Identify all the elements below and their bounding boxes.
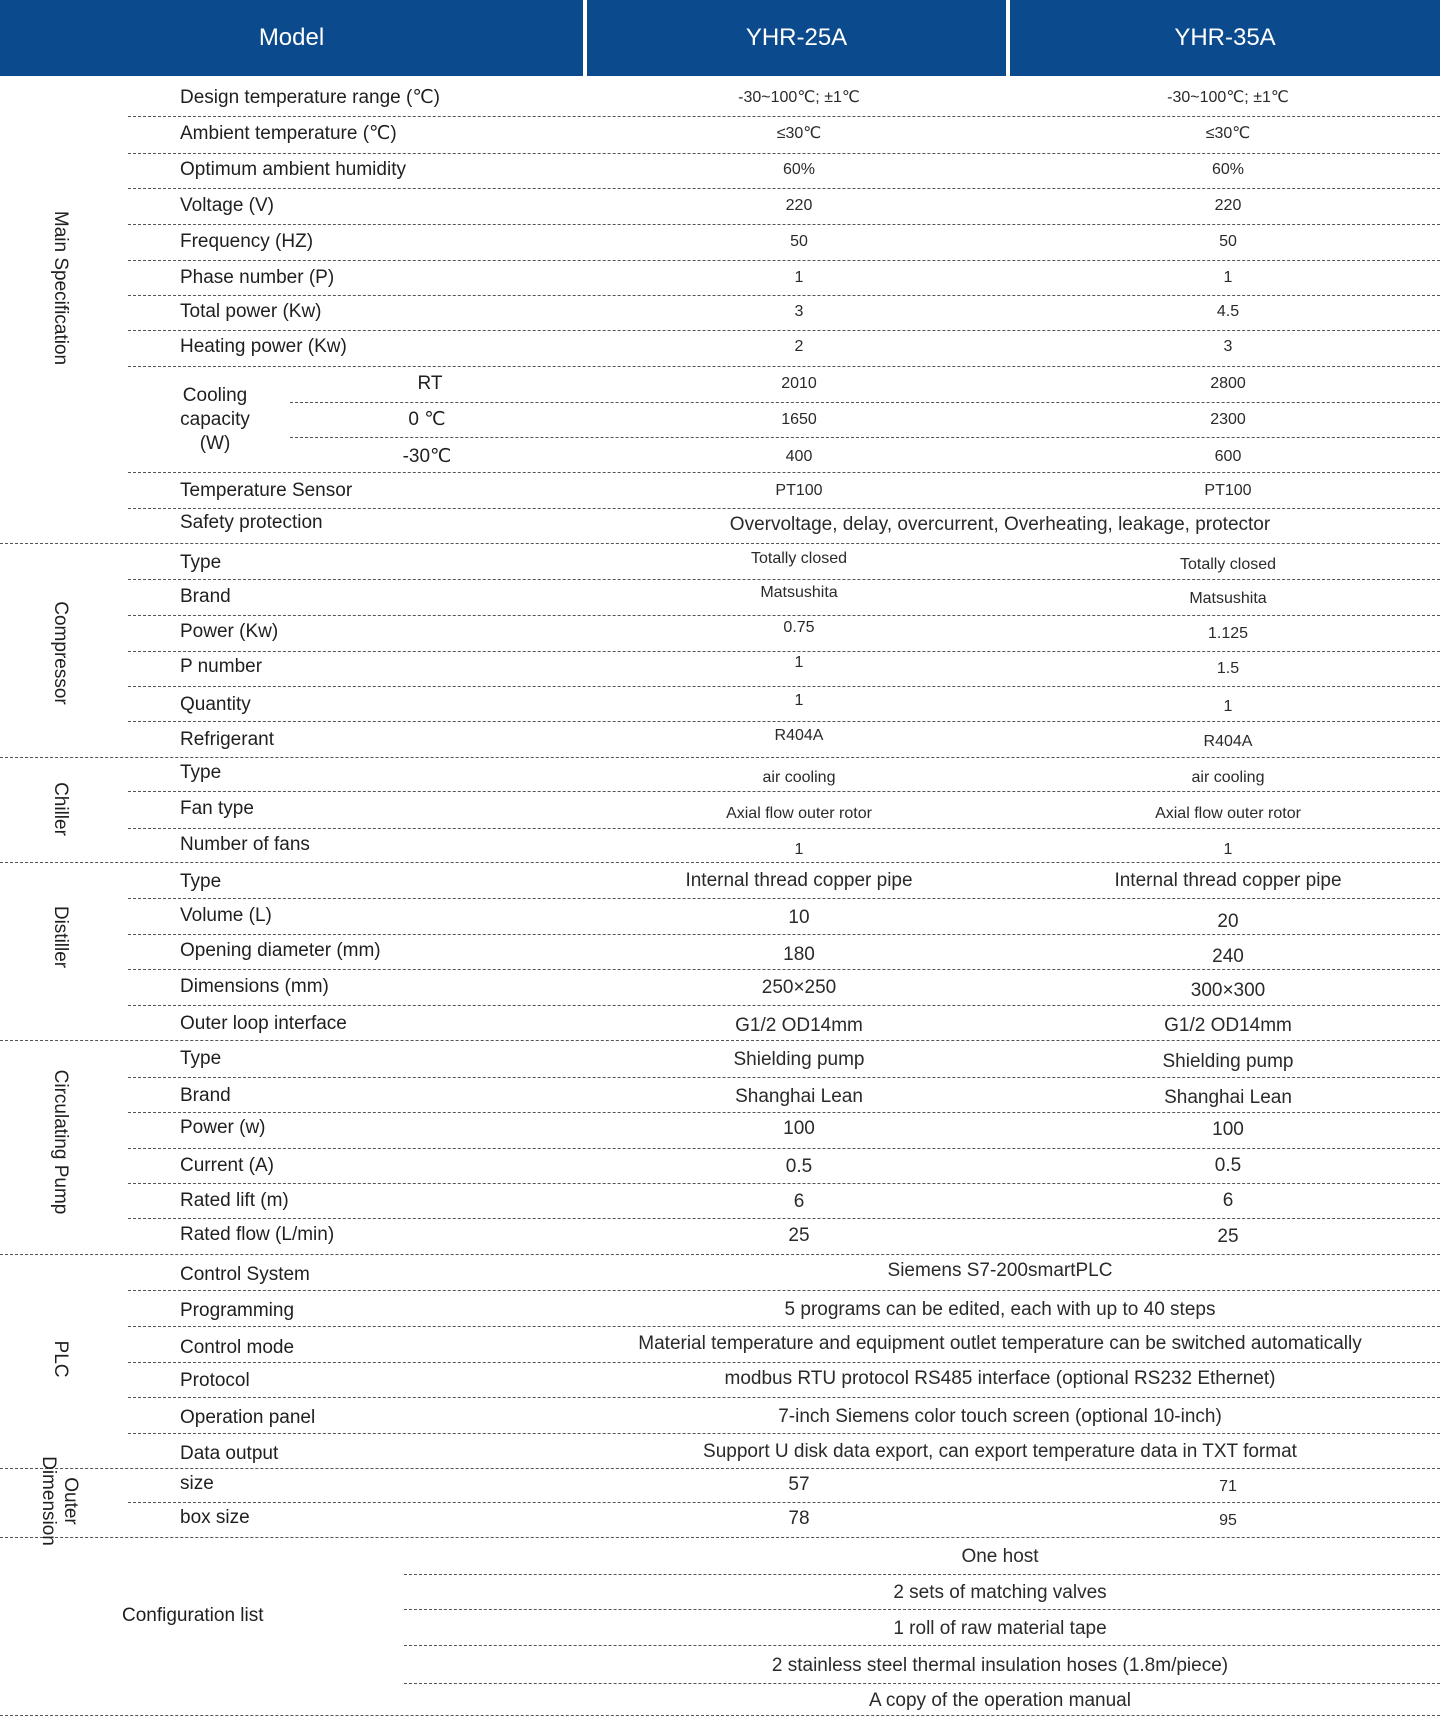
cooling-label-line: capacity [180, 409, 250, 430]
section-outer-dimension-line2: Dimension [38, 1456, 59, 1546]
row-divider [404, 1683, 1440, 1684]
value-yhr-25a: ≤30℃ [776, 125, 822, 142]
value-yhr-25a: 60% [782, 161, 816, 178]
spec-label: Total power (Kw) [180, 301, 322, 322]
spec-label: Type [180, 552, 222, 573]
value-yhr-25a: air cooling [762, 769, 836, 786]
value-yhr-25a: 1 [794, 692, 804, 709]
spec-label: Outer loop interface [180, 1013, 347, 1034]
row-divider [128, 686, 1440, 687]
spec-label: Programming [180, 1300, 295, 1321]
value-yhr-35a: 95 [1219, 1512, 1237, 1529]
value-yhr-35a: 100 [1212, 1119, 1244, 1140]
spec-label: Voltage (V) [180, 195, 274, 216]
row-divider [128, 1362, 1440, 1363]
value-yhr-25a: 1 [794, 269, 804, 286]
value-yhr-35a: Shanghai Lean [1164, 1087, 1292, 1108]
value-yhr-35a: Totally closed [1179, 556, 1277, 573]
value-yhr-25a: 180 [783, 944, 815, 965]
value-yhr-25a: 1 [794, 654, 804, 671]
row-divider [404, 1574, 1440, 1575]
row-divider [128, 295, 1440, 296]
plc-value: Material temperature and equipment outlet temperature can be switched automatically [638, 1333, 1362, 1354]
cooling-label-line: Cooling [182, 385, 248, 406]
value-yhr-35a: 20 [1217, 911, 1239, 932]
row-divider [128, 791, 1440, 792]
value-yhr-35a: 60% [1211, 161, 1245, 178]
config-item: One host [961, 1546, 1039, 1567]
row-divider [128, 366, 1440, 367]
value-yhr-35a: 220 [1214, 197, 1242, 214]
row-divider [404, 1645, 1440, 1646]
value-yhr-35a: 71 [1219, 1478, 1237, 1495]
spec-label: Data output [180, 1443, 279, 1464]
row-divider [128, 1112, 1440, 1113]
plc-value: Siemens S7-200smartPLC [887, 1260, 1113, 1281]
value-yhr-35a: Axial flow outer rotor [1155, 805, 1301, 822]
value-yhr-25a: 2 [794, 338, 804, 355]
spec-label: Current (A) [180, 1155, 274, 1176]
value-yhr-35a: 0.5 [1214, 1155, 1242, 1176]
row-divider [0, 757, 1440, 758]
row-divider [0, 1537, 1440, 1538]
row-divider [128, 1326, 1440, 1327]
spec-label: Brand [180, 1085, 231, 1106]
plc-value: modbus RTU protocol RS485 interface (optional RS232 Ethernet) [724, 1368, 1276, 1389]
value-yhr-25a: Totally closed [750, 550, 848, 567]
spec-label: Ambient temperature (℃) [180, 123, 397, 144]
spec-label: Rated flow (L/min) [180, 1224, 335, 1245]
value-yhr-25a: 2010 [781, 375, 817, 392]
row-divider [128, 1148, 1440, 1149]
row-divider [128, 508, 1440, 509]
value-yhr-25a: PT100 [775, 482, 823, 499]
spec-label: Fan type [180, 798, 254, 819]
value-yhr-25a: G1/2 OD14mm [735, 1015, 863, 1036]
row-divider [128, 330, 1440, 331]
value-yhr-35a: 2300 [1210, 411, 1246, 428]
value-yhr-25a: 220 [785, 197, 813, 214]
spec-label: size [180, 1473, 214, 1494]
section-plc: PLC [50, 1340, 71, 1378]
row-divider [290, 402, 1440, 403]
row-divider [128, 615, 1440, 616]
config-item: 1 roll of raw material tape [893, 1618, 1107, 1639]
row-divider [128, 721, 1440, 722]
row-divider [0, 1715, 1440, 1716]
section-main-specification: Main Specification [50, 210, 71, 366]
spec-label: Frequency (HZ) [180, 231, 314, 252]
value-yhr-35a: R404A [1203, 733, 1253, 750]
section-compressor: Compressor [50, 601, 71, 705]
row-divider [290, 437, 1440, 438]
row-divider [128, 188, 1440, 189]
spec-label: Brand [180, 586, 231, 607]
value-yhr-35a: air cooling [1191, 769, 1265, 786]
spec-label: Control mode [180, 1337, 295, 1358]
row-divider [128, 828, 1440, 829]
value-yhr-35a: 1 [1223, 269, 1233, 286]
value-yhr-35a: 4.5 [1216, 303, 1240, 320]
value-yhr-35a: Matsushita [1189, 590, 1267, 607]
config-item: 2 sets of matching valves [893, 1582, 1107, 1603]
value-yhr-25a: 78 [788, 1508, 810, 1529]
row-divider [128, 579, 1440, 580]
spec-label: Safety protection [180, 512, 323, 533]
row-divider [128, 651, 1440, 652]
row-divider [0, 1254, 1440, 1255]
row-divider [128, 898, 1440, 899]
spec-label: Phase number (P) [180, 267, 335, 288]
spec-label: Refrigerant [180, 729, 274, 750]
spec-label: Optimum ambient humidity [180, 159, 406, 180]
section-configuration-list: Configuration list [122, 1605, 264, 1626]
row-divider [404, 1609, 1440, 1610]
spec-label: Control System [180, 1264, 310, 1285]
value-yhr-35a: Internal thread copper pipe [1114, 870, 1342, 891]
spec-label: Design temperature range (℃) [180, 87, 441, 108]
row-divider [0, 1040, 1440, 1041]
cooling-capacity-label [150, 384, 280, 456]
config-item: A copy of the operation manual [869, 1690, 1131, 1711]
value-yhr-35a: Shielding pump [1162, 1051, 1294, 1072]
cooling-condition-label: RT [417, 373, 443, 394]
value-yhr-25a: Matsushita [760, 584, 838, 601]
value-yhr-35a: 600 [1214, 448, 1242, 465]
row-divider [128, 1502, 1440, 1503]
header-yhr-35a: YHR-35A [1010, 0, 1440, 76]
value-yhr-25a: 50 [790, 233, 808, 250]
safety-protection-value: Overvoltage, delay, overcurrent, Overheating, leakage, protector [729, 514, 1271, 535]
value-yhr-25a: 10 [788, 907, 810, 928]
spec-label: Temperature Sensor [180, 480, 353, 501]
row-divider [0, 543, 1440, 544]
row-divider [128, 116, 1440, 117]
section-circulating-pump: Circulating Pump [50, 1069, 71, 1215]
value-yhr-25a: 3 [794, 303, 804, 320]
value-yhr-25a: 0.5 [785, 1156, 813, 1177]
cooling-label-line: (W) [199, 433, 231, 454]
value-yhr-35a: ≤30℃ [1205, 125, 1251, 142]
row-divider [128, 153, 1440, 154]
spec-label: Quantity [180, 694, 251, 715]
value-yhr-35a: 1.125 [1207, 625, 1249, 642]
value-yhr-25a: 1 [794, 841, 804, 858]
spec-label: Type [180, 1048, 222, 1069]
value-yhr-25a: 400 [785, 448, 813, 465]
spec-label: Protocol [180, 1370, 250, 1391]
spec-label: Type [180, 871, 222, 892]
header-yhr-25a: YHR-25A [587, 0, 1006, 76]
row-divider [128, 934, 1440, 935]
value-yhr-35a: 240 [1212, 946, 1244, 967]
value-yhr-35a: 1 [1223, 698, 1233, 715]
spec-label: Volume (L) [180, 905, 272, 926]
plc-value: Support U disk data export, can export temperature data in TXT format [703, 1441, 1297, 1462]
value-yhr-35a: PT100 [1204, 482, 1252, 499]
spec-label: Opening diameter (mm) [180, 940, 381, 961]
value-yhr-25a: 250×250 [761, 977, 837, 998]
row-divider [128, 1183, 1440, 1184]
spec-label: Heating power (Kw) [180, 336, 347, 357]
spec-label: P number [180, 656, 263, 677]
spec-label: Dimensions (mm) [180, 976, 329, 997]
row-divider [128, 260, 1440, 261]
plc-value: 7-inch Siemens color touch screen (optional 10-inch) [778, 1406, 1222, 1427]
value-yhr-35a: 3 [1223, 338, 1233, 355]
value-yhr-25a: Axial flow outer rotor [726, 805, 872, 822]
value-yhr-25a: R404A [774, 727, 824, 744]
row-divider [0, 862, 1440, 863]
row-divider [128, 1005, 1440, 1006]
value-yhr-35a: -30~100℃; ±1℃ [1167, 89, 1289, 106]
header-model: Model [0, 0, 583, 76]
cooling-condition-label: 0 ℃ [408, 409, 446, 430]
value-yhr-25a: 6 [793, 1191, 805, 1212]
value-yhr-25a: 100 [783, 1118, 815, 1139]
spec-label: Operation panel [180, 1407, 316, 1428]
spec-label: Power (w) [180, 1117, 266, 1138]
value-yhr-35a: 1 [1223, 841, 1233, 858]
row-divider [128, 1433, 1440, 1434]
value-yhr-35a: 1.5 [1216, 660, 1240, 677]
section-outer-dimension-line1: Outer [60, 1477, 81, 1525]
plc-value: 5 programs can be edited, each with up to 40 steps [784, 1299, 1216, 1320]
cooling-condition-label: -30℃ [402, 446, 452, 467]
value-yhr-25a: Shanghai Lean [735, 1086, 863, 1107]
value-yhr-25a: -30~100℃; ±1℃ [738, 89, 860, 106]
value-yhr-35a: 6 [1222, 1190, 1234, 1211]
row-divider [128, 1290, 1440, 1291]
value-yhr-35a: 25 [1217, 1226, 1239, 1247]
value-yhr-25a: 0.75 [783, 619, 815, 636]
row-divider [128, 969, 1440, 970]
section-chiller: Chiller [50, 782, 71, 836]
value-yhr-25a: Shielding pump [733, 1049, 865, 1070]
row-divider [128, 472, 1440, 473]
spec-label: box size [180, 1507, 250, 1528]
spec-label: Power (Kw) [180, 621, 279, 642]
value-yhr-25a: Internal thread copper pipe [685, 870, 913, 891]
value-yhr-35a: 2800 [1210, 375, 1246, 392]
value-yhr-25a: 25 [788, 1225, 810, 1246]
row-divider [128, 1218, 1440, 1219]
value-yhr-25a: 1650 [781, 411, 817, 428]
config-item: 2 stainless steel thermal insulation hoses (1.8m/piece) [771, 1655, 1229, 1676]
value-yhr-25a: 57 [788, 1474, 810, 1495]
value-yhr-35a: 50 [1219, 233, 1237, 250]
spec-label: Rated lift (m) [180, 1190, 289, 1211]
value-yhr-35a: 300×300 [1190, 980, 1266, 1001]
value-yhr-35a: G1/2 OD14mm [1164, 1015, 1292, 1036]
row-divider [0, 1468, 1440, 1469]
section-distiller: Distiller [50, 905, 71, 969]
row-divider [128, 1077, 1440, 1078]
row-divider [128, 1397, 1440, 1398]
spec-label: Type [180, 762, 222, 783]
row-divider [128, 224, 1440, 225]
spec-label: Number of fans [180, 834, 310, 855]
